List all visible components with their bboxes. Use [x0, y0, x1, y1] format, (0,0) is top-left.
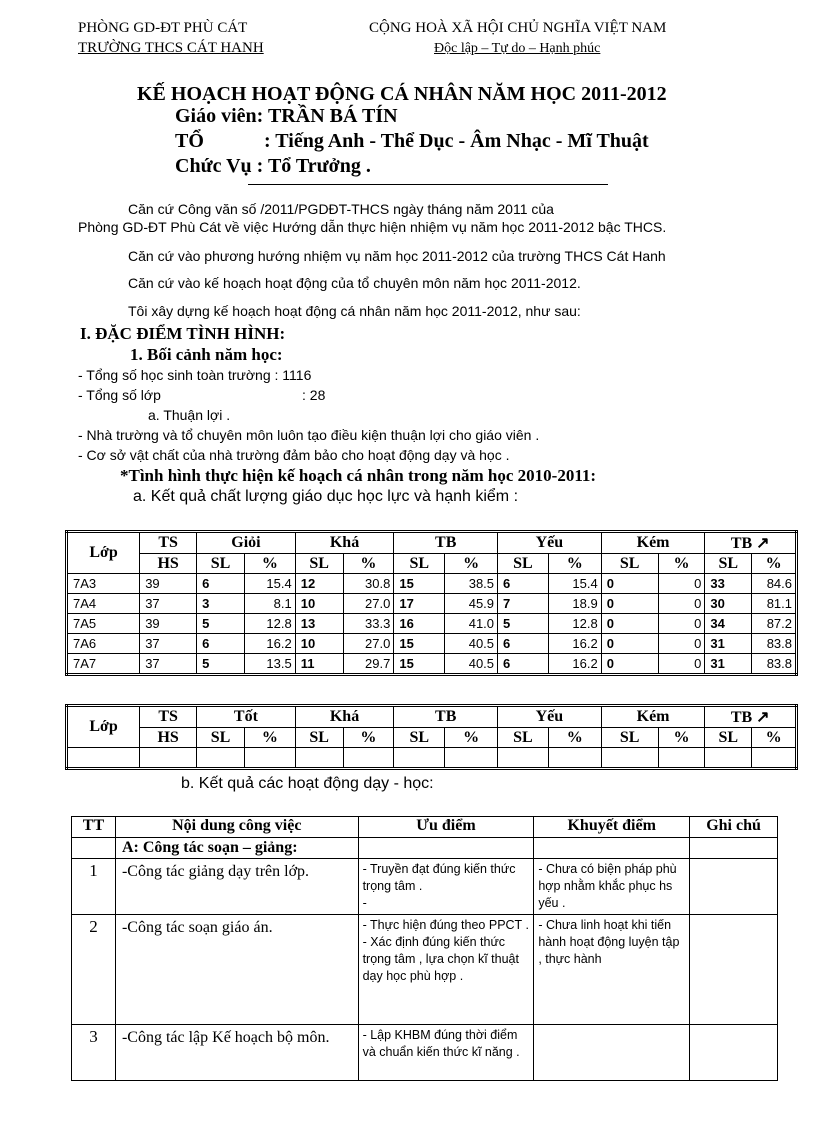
count-cell: 10	[295, 594, 343, 614]
count-cell: 6	[498, 574, 549, 594]
col-sl: SL	[295, 554, 343, 574]
subsection-heading: 1. Bối cảnh năm học:	[130, 345, 283, 364]
group-header: Khá	[295, 532, 394, 554]
status-heading: *Tình hình thực hiện kế hoạch cá nhân trong năm học 2010-2011:	[120, 466, 597, 485]
group-header: Tốt	[197, 706, 296, 728]
percent-cell: 27.0	[343, 594, 394, 614]
count-cell: 34	[705, 614, 752, 634]
col-pct: %	[343, 728, 394, 748]
pros-cell	[358, 859, 534, 915]
percent-cell: 30.8	[343, 574, 394, 594]
count-cell: 16	[394, 614, 445, 634]
table-row	[67, 654, 797, 675]
col-sl: SL	[394, 728, 445, 748]
percent-cell: 12.8	[548, 614, 601, 634]
table-row	[72, 915, 778, 1025]
col-sl: SL	[498, 554, 549, 574]
teaching-activities-table	[71, 816, 778, 1081]
count-cell: 6	[498, 634, 549, 654]
count-cell: 31	[705, 634, 752, 654]
motto: Độc lập – Tự do – Hạnh phúc	[434, 41, 601, 56]
percent-cell: 38.5	[445, 574, 498, 594]
col-pct: %	[445, 728, 498, 748]
pros-line: - Lập KHBM đúng thời điểm và chuẩn kiến thức kĩ năng .	[362, 1028, 520, 1059]
col-sl: SL	[498, 728, 549, 748]
count-cell: 6	[197, 574, 245, 594]
count-cell: 6	[197, 634, 245, 654]
page-title: KẾ HOẠCH HOẠT ĐỘNG CÁ NHÂN NĂM HỌC 2011-2012	[137, 83, 667, 105]
col-sl: SL	[197, 728, 245, 748]
col-class: Lớp	[67, 532, 140, 574]
col-sl: SL	[705, 554, 752, 574]
col-total-sub: HS	[140, 554, 197, 574]
count-cell: 12	[295, 574, 343, 594]
percent-cell: 16.2	[548, 634, 601, 654]
notes-cell	[690, 1025, 778, 1081]
percent-cell: 15.4	[548, 574, 601, 594]
position: Chức Vụ : Tổ Trưởng .	[175, 155, 371, 177]
count-cell: 0	[601, 634, 658, 654]
title-divider	[248, 184, 608, 185]
stat-classes-label: - Tổng số lớp	[78, 387, 161, 403]
percent-cell: 18.9	[548, 594, 601, 614]
col-tt: TT	[72, 817, 116, 838]
intro-p3: Căn cứ vào kế hoạch hoạt động của tổ chuyên môn năm học 2011-2012.	[128, 275, 581, 291]
col-sl: SL	[197, 554, 245, 574]
col-sl: SL	[601, 554, 658, 574]
percent-cell: 83.8	[752, 634, 797, 654]
col-sl: SL	[601, 728, 658, 748]
count-cell: 0	[601, 654, 658, 675]
total-cell: 37	[140, 654, 197, 675]
cons-cell	[534, 1025, 690, 1081]
count-cell: 7	[498, 594, 549, 614]
percent-cell: 15.4	[244, 574, 295, 594]
advantage-1: - Nhà trường và tổ chuyên môn luôn tạo điều kiện thuận lợi cho giáo viên .	[78, 427, 540, 443]
pros-line: - Thực hiện đúng theo PPCT .	[362, 918, 529, 932]
pros-line: -	[362, 896, 367, 910]
group-header: TB	[394, 532, 498, 554]
count-cell: 3	[197, 594, 245, 614]
school-name: TRƯỜNG THCS CÁT HANH	[78, 40, 264, 56]
percent-cell: 16.2	[244, 634, 295, 654]
group-value: : Tiếng Anh - Thể Dục - Âm Nhạc - Mĩ Thuật	[264, 130, 649, 152]
group-header: TB ↗	[705, 532, 797, 554]
group-header: Yếu	[498, 532, 602, 554]
group-label: TỔ	[175, 130, 204, 152]
percent-cell: 33.3	[343, 614, 394, 634]
table-row	[72, 1025, 778, 1081]
group-header: TB	[394, 706, 498, 728]
col-pct: %	[548, 728, 601, 748]
percent-cell: 40.5	[445, 634, 498, 654]
count-cell: 5	[498, 614, 549, 634]
col-sl: SL	[295, 728, 343, 748]
pros-cell	[358, 1025, 534, 1081]
class-cell: 7A4	[67, 594, 140, 614]
col-pct: %	[445, 554, 498, 574]
col-notes: Ghi chú	[690, 817, 778, 838]
cons-cell: - Chưa có biện pháp phù hợp nhằm khắc phục hs yếu .	[534, 859, 690, 915]
table-row	[72, 859, 778, 915]
count-cell: 0	[601, 594, 658, 614]
count-cell: 33	[705, 574, 752, 594]
advantages-heading: a. Thuận lợi .	[148, 407, 231, 423]
total-cell: 37	[140, 634, 197, 654]
count-cell: 11	[295, 654, 343, 675]
intro-p1b: Phòng GD-ĐT Phù Cát về việc Hướng dẫn thực hiện nhiệm vụ năm học 2011-2012 bậc THCS.	[78, 219, 667, 235]
col-pct: %	[658, 554, 705, 574]
col-cons: Khuyết điểm	[534, 817, 690, 838]
col-pct: %	[548, 554, 601, 574]
percent-cell: 13.5	[244, 654, 295, 675]
academic-results-table	[65, 530, 798, 676]
percent-cell: 12.8	[244, 614, 295, 634]
col-pct: %	[752, 728, 797, 748]
section-heading: I. ĐẶC ĐIỂM TÌNH HÌNH:	[80, 324, 286, 343]
count-cell: 30	[705, 594, 752, 614]
col-total-sub: HS	[140, 728, 197, 748]
col-job: Nội dung công việc	[115, 817, 358, 838]
col-pct: %	[752, 554, 797, 574]
table-row	[67, 748, 797, 769]
pros-line: - Truyền đạt đúng kiến thức trọng tâm .	[362, 862, 516, 893]
pros-line: - Xác định đúng kiến thức trọng tâm , lựa chọn kĩ thuật dạy học phù hợp .	[362, 935, 519, 983]
table-row	[67, 574, 797, 594]
intro-p4: Tôi xây dựng kế hoạch hoạt động cá nhân năm học 2011-2012, như sau:	[128, 303, 581, 319]
percent-cell: 0	[658, 654, 705, 675]
row-number: 2	[72, 915, 116, 1025]
stat-classes-value: : 28	[302, 387, 326, 403]
count-cell: 5	[197, 614, 245, 634]
notes-cell	[690, 859, 778, 915]
conduct-results-table	[65, 704, 798, 770]
row-number: 1	[72, 859, 116, 915]
percent-cell: 45.9	[445, 594, 498, 614]
count-cell: 15	[394, 574, 445, 594]
group-header: TB ↗	[705, 706, 797, 728]
col-sl: SL	[705, 728, 752, 748]
count-cell: 15	[394, 634, 445, 654]
table-row	[67, 594, 797, 614]
percent-cell: 0	[658, 634, 705, 654]
group-header: Kém	[601, 532, 705, 554]
class-cell: 7A7	[67, 654, 140, 675]
percent-cell: 16.2	[548, 654, 601, 675]
group-header: Kém	[601, 706, 705, 728]
section-a-label: A: Công tác soạn – giảng:	[115, 838, 358, 859]
class-cell: 7A5	[67, 614, 140, 634]
group-header: Giỏi	[197, 532, 296, 554]
percent-cell: 0	[658, 574, 705, 594]
col-pct: %	[244, 554, 295, 574]
job-cell: -Công tác giảng dạy trên lớp.	[115, 859, 358, 915]
total-cell: 39	[140, 574, 197, 594]
percent-cell: 8.1	[244, 594, 295, 614]
group-header: Yếu	[498, 706, 602, 728]
col-total: TS	[140, 706, 197, 728]
total-cell: 37	[140, 594, 197, 614]
col-pct: %	[658, 728, 705, 748]
col-sl: SL	[394, 554, 445, 574]
count-cell: 10	[295, 634, 343, 654]
row-number: 3	[72, 1025, 116, 1081]
advantage-2: - Cơ sở vật chất của nhà trường đảm bảo cho hoạt động dạy và học .	[78, 447, 510, 463]
table-row	[67, 614, 797, 634]
col-pct: %	[343, 554, 394, 574]
teacher-name: Giáo viên: TRẦN BÁ TÍN	[175, 105, 398, 127]
percent-cell: 83.8	[752, 654, 797, 675]
col-pct: %	[244, 728, 295, 748]
percent-cell: 0	[658, 614, 705, 634]
count-cell: 0	[601, 614, 658, 634]
col-total: TS	[140, 532, 197, 554]
class-cell: 7A6	[67, 634, 140, 654]
notes-cell	[690, 915, 778, 1025]
intro-p2: Căn cứ vào phương hướng nhiệm vụ năm học 2011-2012 của trường THCS Cát Hanh	[128, 248, 666, 264]
table-row	[67, 634, 797, 654]
total-cell: 39	[140, 614, 197, 634]
cons-cell: - Chưa linh hoạt khi tiến hành hoạt động luyện tập , thực hành	[534, 915, 690, 1025]
count-cell: 15	[394, 654, 445, 675]
percent-cell: 0	[658, 594, 705, 614]
class-cell: 7A3	[67, 574, 140, 594]
percent-cell: 87.2	[752, 614, 797, 634]
percent-cell: 40.5	[445, 654, 498, 675]
teaching-results-heading: b. Kết quả các hoạt động dạy - học:	[181, 775, 434, 792]
count-cell: 17	[394, 594, 445, 614]
job-cell: -Công tác lập Kế hoạch bộ môn.	[115, 1025, 358, 1081]
col-class: Lớp	[67, 706, 140, 748]
percent-cell: 41.0	[445, 614, 498, 634]
count-cell: 31	[705, 654, 752, 675]
nation-name: CỘNG HOÀ XÃ HỘI CHỦ NGHĨA VIỆT NAM	[369, 20, 667, 36]
percent-cell: 29.7	[343, 654, 394, 675]
job-cell: -Công tác soạn giáo án.	[115, 915, 358, 1025]
dept-name: PHÒNG GD-ĐT PHÙ CÁT	[78, 20, 248, 36]
count-cell: 13	[295, 614, 343, 634]
count-cell: 6	[498, 654, 549, 675]
stat-students: - Tổng số học sinh toàn trường : 1116	[78, 367, 312, 383]
percent-cell: 81.1	[752, 594, 797, 614]
percent-cell: 84.6	[752, 574, 797, 594]
intro-p1a: Căn cứ Công văn số /2011/PGDĐT-THCS ngày tháng năm 2011 của	[128, 201, 554, 217]
count-cell: 5	[197, 654, 245, 675]
quality-heading: a. Kết quả chất lượng giáo dục học lực và hạnh kiểm :	[133, 488, 519, 505]
count-cell: 0	[601, 574, 658, 594]
col-pros: Ưu điểm	[358, 817, 534, 838]
pros-cell	[358, 915, 534, 1025]
group-header: Khá	[295, 706, 394, 728]
percent-cell: 27.0	[343, 634, 394, 654]
